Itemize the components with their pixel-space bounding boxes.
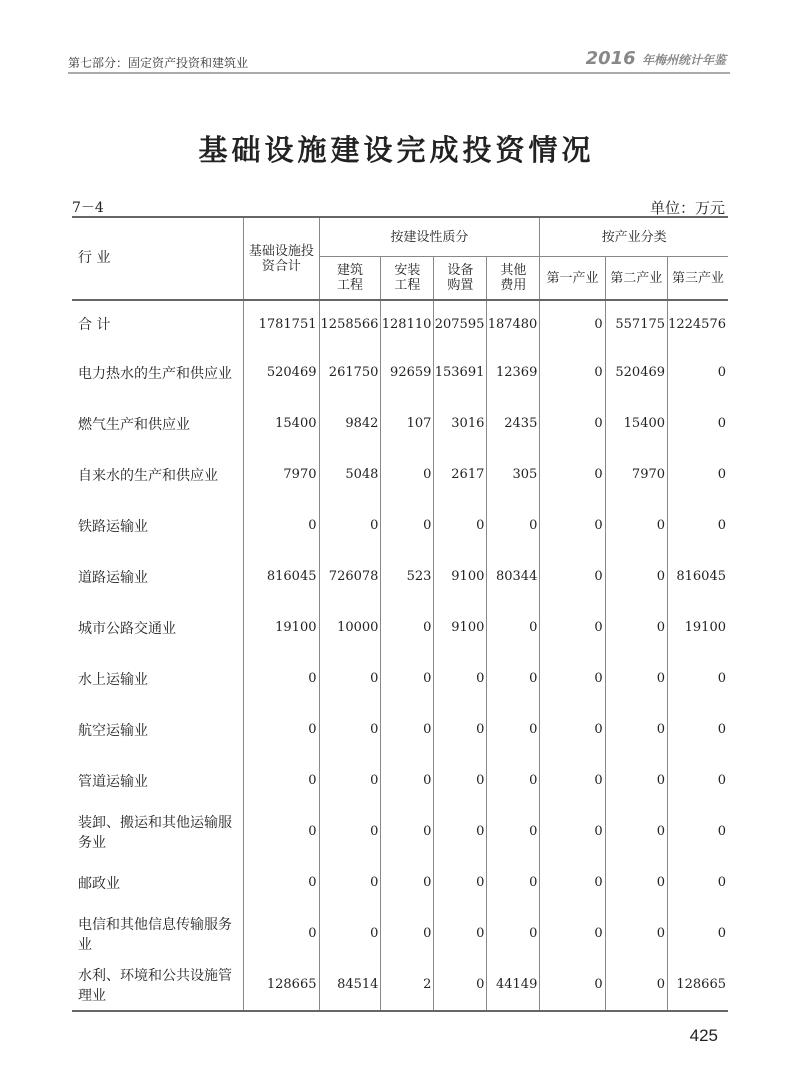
row-value-cell: 0 xyxy=(540,755,605,806)
row-value-cell: 0 xyxy=(540,704,605,755)
row-value-cell: 557175 xyxy=(605,300,667,347)
row-value-cell: 0 xyxy=(540,602,605,653)
row-value-cell: 0 xyxy=(487,500,540,551)
row-industry-name: 燃气生产和供应业 xyxy=(78,416,190,433)
row-value-cell: 153691 xyxy=(434,347,487,398)
row-value-cell: 0 xyxy=(434,755,487,806)
row-value-cell: 520469 xyxy=(605,347,667,398)
row-value-cell: 0 xyxy=(381,857,434,908)
row-value-cell: 0 xyxy=(381,704,434,755)
row-value-cell: 0 xyxy=(668,704,728,755)
table-row xyxy=(72,398,728,449)
table-row xyxy=(72,704,728,755)
row-value-cell: 0 xyxy=(605,959,667,1011)
row-value-cell: 0 xyxy=(487,755,540,806)
row-value-cell: 10000 xyxy=(319,602,381,653)
row-value-cell: 207595 xyxy=(434,300,487,347)
row-value-cell: 0 xyxy=(434,500,487,551)
row-value-cell: 9100 xyxy=(434,602,487,653)
row-value-cell: 520469 xyxy=(244,347,319,398)
row-value-cell: 128665 xyxy=(244,959,319,1011)
row-value-cell: 0 xyxy=(540,398,605,449)
row-value-cell: 0 xyxy=(434,653,487,704)
header-sub-column: 建筑 工程 xyxy=(319,257,381,301)
table-number: 7－4 xyxy=(72,200,104,216)
row-value-cell: 0 xyxy=(668,806,728,857)
row-industry-name: 铁路运输业 xyxy=(78,518,148,535)
row-value-cell: 0 xyxy=(244,857,319,908)
row-industry-name: 邮政业 xyxy=(78,875,120,892)
row-value-cell: 0 xyxy=(434,704,487,755)
page-number: 425 xyxy=(689,1026,718,1045)
row-value-cell: 0 xyxy=(605,602,667,653)
header-group-industry: 按产业分类 xyxy=(540,217,728,257)
row-value-cell: 0 xyxy=(244,908,319,959)
row-value-cell: 0 xyxy=(434,908,487,959)
investment-table xyxy=(72,216,728,1012)
row-value-cell: 15400 xyxy=(605,398,667,449)
row-industry-name: 自来水的生产和供应业 xyxy=(78,467,218,484)
row-value-cell: 0 xyxy=(540,449,605,500)
row-value-cell: 0 xyxy=(668,755,728,806)
row-value-cell: 3016 xyxy=(434,398,487,449)
row-value-cell: 0 xyxy=(434,959,487,1011)
header-group-nature: 按建设性质分 xyxy=(319,217,540,257)
row-value-cell: 107 xyxy=(381,398,434,449)
table-row xyxy=(72,449,728,500)
header-total: 基础设施投 资合计 xyxy=(244,217,319,300)
row-value-cell: 7970 xyxy=(244,449,319,500)
row-industry-name: 电力热水的生产和供应业 xyxy=(78,365,232,382)
table-row xyxy=(72,908,728,959)
row-industry-name: 管道运输业 xyxy=(78,773,148,790)
row-value-cell: 0 xyxy=(381,755,434,806)
table-row xyxy=(72,653,728,704)
row-value-cell: 0 xyxy=(540,500,605,551)
row-value-cell: 12369 xyxy=(487,347,540,398)
row-value-cell: 0 xyxy=(381,806,434,857)
row-value-cell: 1781751 xyxy=(244,300,319,347)
table-row xyxy=(72,551,728,602)
row-value-cell: 0 xyxy=(434,857,487,908)
row-value-cell: 0 xyxy=(319,857,381,908)
row-value-cell: 0 xyxy=(244,755,319,806)
row-value-cell: 0 xyxy=(540,959,605,1011)
row-industry-name: 水上运输业 xyxy=(78,671,148,688)
table-row xyxy=(72,500,728,551)
row-value-cell: 84514 xyxy=(319,959,381,1011)
header-sub-column: 第一产业 xyxy=(540,257,605,301)
row-value-cell: 0 xyxy=(434,806,487,857)
running-head xyxy=(68,48,728,70)
row-value-cell: 0 xyxy=(319,908,381,959)
row-value-cell: 128110 xyxy=(381,300,434,347)
row-value-cell: 0 xyxy=(668,398,728,449)
row-value-cell: 0 xyxy=(668,653,728,704)
row-value-cell: 15400 xyxy=(244,398,319,449)
row-value-cell: 0 xyxy=(381,449,434,500)
table-row xyxy=(72,347,728,398)
row-value-cell: 0 xyxy=(487,602,540,653)
row-value-cell: 0 xyxy=(668,908,728,959)
row-value-cell: 0 xyxy=(668,347,728,398)
row-value-cell: 0 xyxy=(605,704,667,755)
row-value-cell: 0 xyxy=(605,755,667,806)
row-value-cell: 0 xyxy=(319,500,381,551)
row-value-cell: 0 xyxy=(319,806,381,857)
row-value-cell: 0 xyxy=(487,653,540,704)
row-value-cell: 0 xyxy=(244,653,319,704)
yearbook-label xyxy=(586,48,726,69)
row-value-cell: 0 xyxy=(381,500,434,551)
row-value-cell: 305 xyxy=(487,449,540,500)
header-sub-column: 其他 费用 xyxy=(487,257,540,301)
row-value-cell: 726078 xyxy=(319,551,381,602)
unit-label: 单位：万元 xyxy=(649,199,725,217)
row-value-cell: 44149 xyxy=(487,959,540,1011)
table-row xyxy=(72,602,728,653)
row-value-cell: 9100 xyxy=(434,551,487,602)
row-value-cell: 2617 xyxy=(434,449,487,500)
row-industry-name: 合 计 xyxy=(78,317,111,333)
row-industry-name: 装卸、搬运和其他运输服务业 xyxy=(78,814,232,851)
row-value-cell: 0 xyxy=(668,449,728,500)
table-row xyxy=(72,300,728,347)
row-value-cell: 0 xyxy=(244,500,319,551)
header-industry: 行 业 xyxy=(72,217,244,300)
row-value-cell: 1224576 xyxy=(668,300,728,347)
row-value-cell: 5048 xyxy=(319,449,381,500)
row-value-cell: 0 xyxy=(540,300,605,347)
row-value-cell: 0 xyxy=(487,857,540,908)
row-value-cell: 92659 xyxy=(381,347,434,398)
row-value-cell: 1258566 xyxy=(319,300,381,347)
row-industry-name: 道路运输业 xyxy=(78,569,148,586)
row-value-cell: 128665 xyxy=(668,959,728,1011)
row-value-cell: 80344 xyxy=(487,551,540,602)
row-value-cell: 0 xyxy=(381,653,434,704)
row-value-cell: 187480 xyxy=(487,300,540,347)
row-industry-name: 电信和其他信息传输服务业 xyxy=(78,916,232,953)
table-row xyxy=(72,755,728,806)
row-value-cell: 0 xyxy=(605,857,667,908)
row-value-cell: 261750 xyxy=(319,347,381,398)
row-value-cell: 0 xyxy=(605,908,667,959)
row-value-cell: 523 xyxy=(381,551,434,602)
row-value-cell: 0 xyxy=(605,500,667,551)
row-value-cell: 0 xyxy=(244,704,319,755)
row-value-cell: 19100 xyxy=(244,602,319,653)
row-value-cell: 0 xyxy=(319,704,381,755)
row-industry-name: 水利、环境和公共设施管理业 xyxy=(72,959,244,1011)
table-row xyxy=(72,806,728,857)
row-value-cell: 0 xyxy=(319,755,381,806)
header-rule xyxy=(68,72,730,74)
row-value-cell: 0 xyxy=(381,908,434,959)
row-value-cell: 0 xyxy=(540,347,605,398)
row-value-cell: 0 xyxy=(487,908,540,959)
page-title: 基础设施建设完成投资情况 xyxy=(198,133,595,167)
row-value-cell: 816045 xyxy=(244,551,319,602)
row-value-cell: 0 xyxy=(487,806,540,857)
row-value-cell: 816045 xyxy=(668,551,728,602)
row-value-cell: 0 xyxy=(244,806,319,857)
row-value-cell: 9842 xyxy=(319,398,381,449)
row-value-cell: 0 xyxy=(540,806,605,857)
row-industry-name: 城市公路交通业 xyxy=(78,620,176,637)
row-value-cell: 19100 xyxy=(668,602,728,653)
yearbook-name: 年梅州统计年鉴 xyxy=(641,53,726,67)
row-value-cell: 0 xyxy=(540,551,605,602)
header-sub-column: 第三产业 xyxy=(668,257,728,301)
row-value-cell: 0 xyxy=(319,653,381,704)
row-value-cell: 0 xyxy=(487,704,540,755)
row-value-cell: 0 xyxy=(540,653,605,704)
yearbook-year: 2016 xyxy=(585,48,636,69)
row-value-cell: 0 xyxy=(605,551,667,602)
header-sub-column: 第二产业 xyxy=(605,257,667,301)
row-value-cell: 0 xyxy=(540,908,605,959)
section-label: 第七部分：固定资产投资和建筑业 xyxy=(68,56,249,70)
header-sub-column: 设备 购置 xyxy=(434,257,487,301)
table-row xyxy=(72,959,728,1011)
row-value-cell: 0 xyxy=(668,857,728,908)
row-value-cell: 0 xyxy=(605,653,667,704)
row-value-cell: 0 xyxy=(381,602,434,653)
header-sub-column: 安装 工程 xyxy=(381,257,434,301)
row-value-cell: 0 xyxy=(668,500,728,551)
row-industry-name: 航空运输业 xyxy=(78,722,148,739)
row-value-cell: 0 xyxy=(605,806,667,857)
row-value-cell: 0 xyxy=(540,857,605,908)
row-value-cell: 7970 xyxy=(605,449,667,500)
row-value-cell: 2435 xyxy=(487,398,540,449)
row-value-cell: 2 xyxy=(381,959,434,1011)
table-row xyxy=(72,857,728,908)
